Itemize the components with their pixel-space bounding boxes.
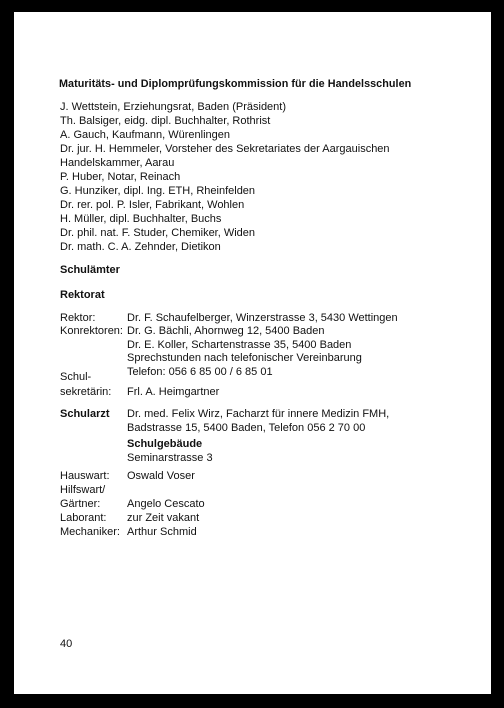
rektorat-heading: Rektorat [60,289,105,301]
konrektor-line: Dr. E. Koller, Schartenstrasse 35, 5400 Baden [127,338,352,351]
list-item: Dr. phil. nat. F. Studer, Chemiker, Widen [60,227,256,239]
staff-label: Hauswart: [60,470,110,482]
page-number: 40 [60,638,73,650]
staff-label: Hilfswart/ [60,484,106,496]
commission-member-list [60,100,390,254]
list-item: J. Wettstein, Erziehungsrat, Baden (Präsident) [60,101,287,113]
schularzt-line: Badstrasse 15, 5400 Baden, Telefon 056 2 70 00 [127,421,366,434]
konrektor-line: Telefon: 056 6 85 00 / 6 85 01 [127,365,273,378]
schulgebaeude-address: Seminarstrasse 3 [127,452,213,464]
schularzt-label: Schularzt [60,408,110,420]
list-item: P. Huber, Notar, Reinach [60,171,181,183]
staff-value [127,483,205,497]
list-item: Dr. jur. H. Hemmeler, Vorsteher des Sekretariates der Aargauischen [60,143,390,155]
konrektor-line: Dr. G. Bächli, Ahornweg 12, 5400 Baden [127,325,325,337]
schularzt-line: Dr. med. Felix Wirz, Facharzt für innere Medizin FMH, [127,408,390,420]
staff-value: Oswald Voser [127,470,195,482]
konrektor-line: Sprechstunden nach telefonischer Vereinbarung [127,352,362,364]
sekretaerin-label-1: Schul- [60,371,92,383]
schulaemter-heading: Schulämter [60,264,120,276]
staff-values [127,469,205,539]
rektor-label: Rektor: [60,312,96,324]
schularzt-lines [127,408,389,435]
commission-title: Maturitäts- und Diplomprüfungskommission für die Handelsschulen [59,78,412,90]
sekretaerin-value: Frl. A. Heimgartner [127,386,220,398]
staff-label: Gärtner: [60,498,101,510]
list-item: H. Müller, dipl. Buchhalter, Buchs [60,213,222,225]
list-item: G. Hunziker, dipl. Ing. ETH, Rheinfelden [60,185,256,197]
staff-value: Angelo Cescato [127,498,205,510]
document-page [14,12,491,694]
rektor-value: Dr. F. Schaufelberger, Winzerstrasse 3, 5430 Wettingen [127,312,398,324]
konrektoren-label: Konrektoren: [60,325,123,337]
sekretaerin-label-2: sekretärin: [60,386,112,398]
staff-value: Arthur Schmid [127,526,197,538]
staff-value: zur Zeit vakant [127,512,200,524]
list-item: Th. Balsiger, eidg. dipl. Buchhalter, Rothrist [60,115,271,127]
staff-label: Mechaniker: [60,526,120,538]
list-item: Dr. rer. pol. P. Isler, Fabrikant, Wohlen [60,199,245,211]
staff-labels [60,469,120,539]
list-item: A. Gauch, Kaufmann, Würenlingen [60,129,230,141]
list-item: Handelskammer, Aarau [60,157,175,169]
konrektoren-lines [127,325,362,379]
schulgebaeude-heading: Schulgebäude [127,438,203,450]
list-item: Dr. math. C. A. Zehnder, Dietikon [60,241,221,253]
staff-label: Laborant: [60,512,107,524]
